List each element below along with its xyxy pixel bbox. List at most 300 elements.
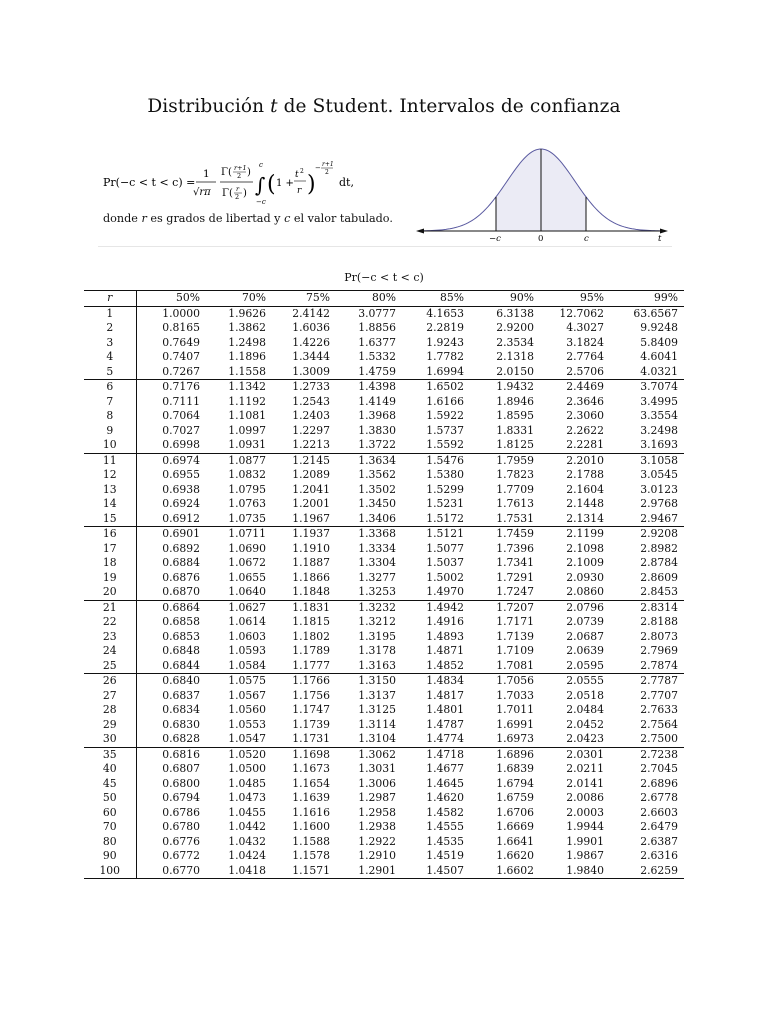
table-cell: 0.6876 (162, 570, 200, 584)
table-cell: 1.0473 (228, 791, 266, 804)
table-cell: 1.1558 (228, 364, 266, 378)
table-cell: 1.7613 (496, 497, 534, 510)
table-cell: 1.6794 (496, 776, 534, 790)
table-cell: 0.6853 (162, 629, 200, 643)
row-degrees-of-freedom: 2 (84, 321, 136, 336)
table-cell: 1.1848 (292, 585, 330, 598)
label-pos-c: c (584, 234, 589, 244)
table-cell: 2.1448 (566, 497, 604, 510)
table-cell: 0.6870 (162, 585, 200, 598)
table-cell: 1.5332 (358, 350, 396, 363)
table-cell: 1.3830 (358, 423, 396, 437)
formula-caption (103, 212, 393, 225)
table-cell: 0.6864 (136, 600, 206, 615)
table-cell: 1.8595 (496, 409, 534, 422)
label-neg-c: −c (489, 234, 501, 244)
table-cell: 2.7633 (640, 703, 678, 716)
row-degrees-of-freedom: 11 (84, 453, 136, 468)
table-cell: 1.5380 (426, 468, 464, 481)
table-cell: 1.3062 (336, 747, 402, 762)
row-degrees-of-freedom: 6 (84, 380, 136, 395)
table-cell: 1.4817 (426, 688, 464, 702)
table-cell: 1.1831 (272, 600, 336, 615)
table-cell: 1.1654 (292, 776, 330, 790)
table-cell: 4.1653 (426, 306, 464, 320)
caption-part2: es grados de libertad y (150, 212, 281, 225)
table-cell: 1.0547 (228, 732, 266, 745)
table-cell: 2.1788 (566, 468, 604, 481)
table-cell: 1.2145 (272, 453, 336, 468)
table-cell: 1.4620 (426, 791, 464, 804)
table-row (84, 380, 684, 395)
table-cell: 0.6938 (162, 482, 200, 496)
svg-text:): ) (243, 188, 247, 199)
row-degrees-of-freedom: 80 (84, 835, 136, 850)
table-cell: 0.6840 (136, 674, 206, 689)
table-cell: 1.3862 (228, 321, 266, 334)
row-degrees-of-freedom: 100 (84, 864, 136, 879)
table-cell: 1.1081 (228, 409, 266, 422)
table-cell: 1.4398 (336, 380, 402, 395)
table-cell: 1.6896 (470, 747, 540, 762)
table-cell: 1.0485 (228, 776, 266, 790)
svg-text:2: 2 (237, 172, 242, 180)
table-cell: 1.5002 (426, 570, 464, 584)
table-cell: 1.4519 (426, 849, 464, 862)
table-cell: 1.9944 (566, 820, 604, 833)
row-degrees-of-freedom: 13 (84, 483, 136, 498)
formula-svg (103, 160, 373, 210)
table-cell: 1.5077 (426, 541, 464, 555)
svg-text:1 +: 1 + (276, 178, 294, 189)
caption-part1: donde (103, 212, 138, 225)
table-cell: 2.7969 (640, 644, 678, 657)
table-cell: 2.1009 (566, 556, 604, 569)
table-cell: 1.9243 (426, 335, 464, 349)
table-cell: 1.4645 (426, 776, 464, 790)
table-cell: 1.2543 (292, 394, 330, 408)
table-row (84, 306, 684, 321)
table-cell: 2.6316 (640, 849, 678, 862)
table-cell: 1.4787 (426, 717, 464, 731)
row-degrees-of-freedom: 27 (84, 689, 136, 704)
table-cell: 2.7787 (610, 674, 684, 689)
table-cell: 1.2733 (272, 380, 336, 395)
table-cell: 2.5706 (566, 364, 604, 378)
table-cell: 1.2041 (292, 482, 330, 496)
table-cell: 2.7564 (640, 717, 678, 731)
table-cell: 2.9208 (610, 527, 684, 542)
row-degrees-of-freedom: 26 (84, 674, 136, 689)
table-row (84, 600, 684, 615)
table-cell: 1.2089 (292, 468, 330, 481)
table-cell: 2.4469 (540, 380, 610, 395)
table-row (84, 806, 684, 821)
header-cell: 70% (206, 291, 272, 307)
header-cell: 95% (540, 291, 610, 307)
table-cell: 1.4507 (402, 864, 470, 879)
row-degrees-of-freedom: 19 (84, 571, 136, 586)
table-cell: 2.2622 (566, 423, 604, 437)
table-cell: 2.2819 (426, 321, 464, 334)
table-top-label: Pr(−c < t < c) (344, 271, 424, 284)
table-cell: 1.1600 (292, 820, 330, 833)
table-cell: 1.0418 (206, 864, 272, 879)
table-cell: 1.0711 (206, 527, 272, 542)
table-row (84, 512, 684, 527)
table-cell: 2.7500 (640, 732, 678, 745)
caption-part3: el valor tabulado. (293, 212, 393, 225)
table-cell: 1.3006 (358, 776, 396, 790)
table-cell: 1.5922 (426, 409, 464, 422)
table-cell: 1.5299 (426, 482, 464, 496)
table-cell: 2.7238 (610, 747, 684, 762)
table-cell: 0.7111 (162, 394, 200, 408)
table-cell: 1.0520 (206, 747, 272, 762)
table-cell: 1.5592 (426, 438, 464, 451)
row-degrees-of-freedom: 18 (84, 556, 136, 571)
table-cell: 1.7033 (496, 688, 534, 702)
table-cell: 1.7291 (496, 570, 534, 584)
formula-lhs: Pr(−c < t < c) = (103, 176, 196, 189)
table-cell: 1.0640 (228, 585, 266, 598)
table-cell: 1.1756 (292, 688, 330, 702)
table-cell: 1.4759 (358, 364, 396, 378)
table-cell: 1.1616 (292, 805, 330, 819)
table-cell: 1.0763 (228, 497, 266, 510)
header-cell: 85% (402, 291, 470, 307)
table-cell: 0.6844 (162, 658, 200, 672)
table-cell: 1.0795 (228, 482, 266, 496)
table-cell: 0.6858 (162, 615, 200, 628)
table-row (84, 468, 684, 483)
table-cell: 1.7459 (470, 527, 540, 542)
table-cell: 1.1639 (292, 791, 330, 804)
table-row (84, 747, 684, 762)
table-cell: 1.0655 (228, 570, 266, 584)
table-row (84, 453, 684, 468)
table-cell: 9.9248 (640, 321, 678, 334)
table-cell: 1.4718 (402, 747, 470, 762)
table-cell: 2.0211 (566, 762, 604, 775)
table-cell: 3.0123 (640, 482, 678, 496)
table-row (84, 585, 684, 600)
table-cell: 0.6807 (162, 762, 200, 775)
table-cell: 1.4582 (426, 805, 464, 819)
table-cell: 1.8856 (358, 321, 396, 334)
table-cell: 1.6036 (292, 321, 330, 334)
axis-arrow-right (660, 229, 668, 234)
table-cell: 2.0555 (540, 674, 610, 689)
table-cell: 1.3009 (292, 364, 330, 378)
table-cell: 1.3212 (358, 615, 396, 628)
table-cell: 2.0796 (540, 600, 610, 615)
table-row (84, 424, 684, 439)
table-cell: 1.4970 (426, 585, 464, 598)
table-cell: 2.0086 (566, 791, 604, 804)
table-cell: 3.0777 (358, 306, 396, 320)
table-cell: 1.0584 (228, 658, 266, 672)
table-cell: 1.4226 (292, 335, 330, 349)
table-cell: 2.8314 (610, 600, 684, 615)
table-cell: 2.1604 (566, 482, 604, 496)
svg-text:r: r (297, 186, 302, 196)
row-degrees-of-freedom: 1 (84, 306, 136, 321)
table-cell: 0.6828 (162, 732, 200, 745)
table-cell: 1.3968 (358, 409, 396, 422)
table-cell: 1.8331 (496, 423, 534, 437)
table-cell: 1.0442 (228, 820, 266, 833)
table-row (84, 365, 684, 380)
row-degrees-of-freedom: 12 (84, 468, 136, 483)
table-cell: 2.3534 (496, 335, 534, 349)
table-cell: 2.0930 (566, 570, 604, 584)
row-degrees-of-freedom: 21 (84, 600, 136, 615)
table-cell: 1.1571 (272, 864, 336, 879)
title-variable: t (270, 96, 278, 117)
table-cell: 2.3646 (566, 394, 604, 408)
label-zero: 0 (538, 234, 544, 244)
row-degrees-of-freedom: 90 (84, 849, 136, 864)
row-degrees-of-freedom: 60 (84, 806, 136, 821)
table-cell: 1.4555 (426, 820, 464, 833)
table-row (84, 615, 684, 630)
table-row (84, 497, 684, 512)
table-cell: 1.5121 (402, 527, 470, 542)
table-row (84, 777, 684, 792)
table-cell: 0.6800 (162, 776, 200, 790)
row-degrees-of-freedom: 15 (84, 512, 136, 527)
row-degrees-of-freedom: 9 (84, 424, 136, 439)
table-cell: 1.4677 (426, 762, 464, 775)
table-cell: 1.3634 (336, 453, 402, 468)
table-cell: 1.2987 (358, 791, 396, 804)
table-cell: 1.0000 (162, 306, 200, 320)
table-cell: 1.4774 (426, 732, 464, 745)
title-part2: de Student. Intervalos de confianza (283, 96, 621, 117)
table-cell: 1.1802 (292, 629, 330, 643)
table-cell: 1.3444 (292, 350, 330, 363)
critical-values-table (84, 290, 684, 879)
header-cell: 80% (336, 291, 402, 307)
table-cell: 63.6567 (633, 306, 678, 320)
row-degrees-of-freedom: 50 (84, 791, 136, 806)
table-cell: 1.1747 (292, 703, 330, 716)
table-cell: 1.2910 (358, 849, 396, 862)
table-cell: 1.1910 (292, 541, 330, 555)
table-cell: 1.2498 (228, 335, 266, 349)
table-cell: 0.6848 (162, 644, 200, 657)
row-degrees-of-freedom: 20 (84, 585, 136, 600)
table-cell: 0.6998 (162, 438, 200, 451)
svg-text:−c: −c (256, 198, 266, 206)
table-cell: 1.6759 (496, 791, 534, 804)
table-cell: 0.6816 (136, 747, 206, 762)
table-cell: 0.6794 (162, 791, 200, 804)
table-cell: 0.7027 (162, 423, 200, 437)
table-cell: 1.1578 (292, 849, 330, 862)
table-cell: 0.6837 (162, 688, 200, 702)
table-row (84, 438, 684, 453)
row-degrees-of-freedom: 16 (84, 527, 136, 542)
formula-tail: dt, (339, 176, 354, 189)
table-row (84, 644, 684, 659)
table-row (84, 556, 684, 571)
table-cell: 1.7011 (496, 703, 534, 716)
table-cell: 1.1896 (228, 350, 266, 363)
table-cell: 1.2938 (358, 820, 396, 833)
svg-text:(: ( (267, 172, 276, 197)
svg-text:r: r (236, 185, 240, 193)
table-cell: 2.9467 (640, 511, 678, 525)
table-cell: 1.0567 (228, 688, 266, 702)
table-cell: 1.4893 (426, 629, 464, 643)
table-row (84, 483, 684, 498)
table-cell: 1.0931 (228, 438, 266, 451)
table-cell: 1.9867 (566, 849, 604, 862)
page-title (0, 96, 768, 117)
table-cell: 3.4995 (640, 394, 678, 408)
table-cell: 1.3125 (358, 703, 396, 716)
table-body (84, 306, 684, 879)
table-cell: 1.0877 (206, 453, 272, 468)
table-cell: 4.0321 (640, 364, 678, 378)
table-cell: 1.2901 (336, 864, 402, 879)
table-cell: 0.6924 (162, 497, 200, 510)
table-cell: 0.7064 (162, 409, 200, 422)
table-cell: 1.3150 (336, 674, 402, 689)
table-cell: 1.4871 (426, 644, 464, 657)
table-cell: 1.9626 (228, 306, 266, 320)
table-cell: 1.5737 (426, 423, 464, 437)
table-cell: 1.3334 (358, 541, 396, 555)
table-row (84, 527, 684, 542)
table-cell: 1.3195 (358, 629, 396, 643)
t-distribution-curve (412, 140, 672, 246)
table-cell: 1.3368 (336, 527, 402, 542)
axis-arrow-left (416, 229, 424, 234)
table-cell: 1.9840 (540, 864, 610, 879)
table-cell: 1.5172 (426, 511, 464, 525)
table-cell: 3.0545 (640, 468, 678, 481)
table-cell: 0.6955 (162, 468, 200, 481)
table-cell: 1.0735 (228, 511, 266, 525)
svg-text:√rπ: √rπ (193, 187, 211, 198)
table-cell: 2.0595 (566, 658, 604, 672)
caption-var-c: c (284, 212, 291, 225)
table-cell: 1.6377 (358, 335, 396, 349)
table-cell: 1.7056 (470, 674, 540, 689)
table-row (84, 689, 684, 704)
table-cell: 0.6912 (162, 511, 200, 525)
table-cell: 0.8165 (162, 321, 200, 334)
table-cell: 2.0484 (566, 703, 604, 716)
table-cell: 3.1824 (566, 335, 604, 349)
table-cell: 1.1739 (292, 717, 330, 731)
table-cell: 1.3450 (358, 497, 396, 510)
svg-text:r+1: r+1 (234, 164, 247, 172)
table-cell: 1.0627 (206, 600, 272, 615)
svg-text:−: − (315, 164, 321, 172)
row-degrees-of-freedom: 17 (84, 542, 136, 557)
table-cell: 1.3031 (358, 762, 396, 775)
table-cell: 1.1673 (292, 762, 330, 775)
table-cell: 1.3253 (358, 585, 396, 598)
table-row (84, 849, 684, 864)
table-row (84, 864, 684, 879)
row-degrees-of-freedom: 29 (84, 718, 136, 733)
row-degrees-of-freedom: 3 (84, 336, 136, 351)
header-cell: 75% (272, 291, 336, 307)
table-cell: 2.7764 (566, 350, 604, 363)
table-cell: 2.6479 (640, 820, 678, 833)
row-degrees-of-freedom: 70 (84, 820, 136, 835)
row-degrees-of-freedom: 14 (84, 497, 136, 512)
table-cell: 12.7062 (559, 306, 604, 320)
table-cell: 1.1588 (292, 834, 330, 848)
label-t: t (658, 234, 662, 244)
table-cell: 2.0687 (566, 629, 604, 643)
table-cell: 1.6502 (402, 380, 470, 395)
table-cell: 1.7782 (426, 350, 464, 363)
table-cell: 0.6786 (162, 805, 200, 819)
row-degrees-of-freedom: 40 (84, 762, 136, 777)
table-cell: 1.4852 (426, 658, 464, 672)
table-cell: 1.2922 (358, 834, 396, 848)
table-cell: 4.3027 (566, 321, 604, 334)
table-cell: 1.0455 (228, 805, 266, 819)
table-cell: 1.1937 (272, 527, 336, 542)
table-cell: 1.8946 (496, 394, 534, 408)
table-cell: 0.6892 (162, 541, 200, 555)
table-cell: 1.5476 (402, 453, 470, 468)
table-row (84, 630, 684, 645)
table-cell: 1.4834 (402, 674, 470, 689)
table-cell: 2.8188 (640, 615, 678, 628)
row-degrees-of-freedom: 4 (84, 350, 136, 365)
table-row (84, 350, 684, 365)
table-cell: 2.1314 (566, 511, 604, 525)
table-cell: 0.6974 (136, 453, 206, 468)
table-cell: 1.5231 (426, 497, 464, 510)
table-cell: 1.0997 (228, 423, 266, 437)
table-cell: 0.6834 (162, 703, 200, 716)
table-cell: 0.7649 (162, 335, 200, 349)
row-degrees-of-freedom: 45 (84, 777, 136, 792)
svg-text:∫: ∫ (255, 173, 266, 197)
table-cell: 2.7045 (640, 762, 678, 775)
table-cell: 2.8784 (640, 556, 678, 569)
table-cell: 2.6259 (610, 864, 684, 879)
table-cell: 3.1058 (610, 453, 684, 468)
table-cell: 1.5037 (426, 556, 464, 569)
table-cell: 1.3178 (358, 644, 396, 657)
title-part1: Distribución (147, 96, 265, 117)
table-cell: 1.6602 (470, 864, 540, 879)
table-cell: 0.6770 (136, 864, 206, 879)
table-cell: 2.1098 (566, 541, 604, 555)
table-cell: 1.2297 (292, 423, 330, 437)
table-cell: 1.6994 (426, 364, 464, 378)
table-cell: 0.6884 (162, 556, 200, 569)
table-cell: 1.1815 (292, 615, 330, 628)
table-cell: 1.1766 (272, 674, 336, 689)
table-cell: 2.0423 (566, 732, 604, 745)
table-cell: 1.0500 (228, 762, 266, 775)
table-cell: 1.4916 (426, 615, 464, 628)
table-cell: 2.0150 (496, 364, 534, 378)
table-cell: 3.7074 (610, 380, 684, 395)
